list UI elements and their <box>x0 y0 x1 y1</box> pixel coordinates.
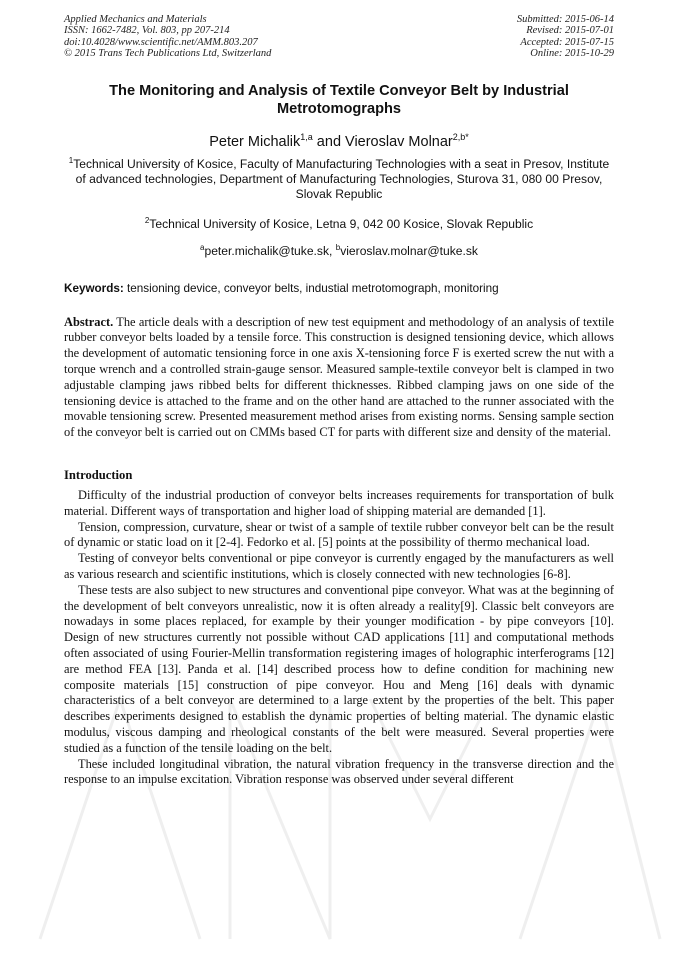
keywords <box>64 281 614 296</box>
author-superscript: 2,b* <box>452 131 469 142</box>
journal-header <box>64 14 614 60</box>
abstract-text: The article deals with a description of new test equipment and methodology of an analysis of textile rubber conveyor belts loaded by a tensile force. This construction is designed tensioning device, which allows the development of automatic tensioning force in one axis X-tensioning force F is exerted screw the nut with a torque wrench and a controlled strain-gauge sensor. Measured sample-textile conveyor belt is clamped in two adjustable clamping jaws ribbed belts for different thicknesses. Ribbed clamping jaws on one side of the tensioning device is attached to the frame and on the other hand are attached to the runner associated with the movable tensioning screw. Presented measurement method arises from existing norms. Sensing sample section of the conveyor belt is carried out on CMMs based CT for parts with different size and density of the material. <box>64 314 614 440</box>
abstract <box>64 315 614 441</box>
date-submitted: Submitted: 2015-06-14 <box>516 14 614 25</box>
email-superscript: b <box>335 243 341 253</box>
date-revised: Revised: 2015-07-01 <box>526 25 614 37</box>
journal-name: Applied Mechanics and Materials <box>64 14 207 25</box>
journal-issn: ISSN: 1662-7482, Vol. 803, pp 207-214 <box>64 25 230 37</box>
body-paragraph: Testing of conveyor belts conventional or pipe conveyor is currently engaged by the manufacturers as well as various research and scientific institutions, which is closely connected with new technologies [6-8]. <box>64 551 614 581</box>
affiliation-superscript: 2 <box>144 216 150 226</box>
date-online: Online: 2015-10-29 <box>530 48 614 60</box>
submission-dates <box>517 14 614 60</box>
author-conjunction: and <box>312 133 346 150</box>
author-name: Vieroslav Molnar <box>345 133 453 150</box>
keywords-text: tensioning device, conveyor belts, industial metrotomograph, monitoring <box>123 281 499 295</box>
abstract-label: Abstract. <box>64 314 114 329</box>
journal-copyright: © 2015 Trans Tech Publications Ltd, Switzerland <box>64 48 272 60</box>
author-superscript: 1,a <box>300 131 313 142</box>
introduction-body <box>64 488 614 788</box>
email-separator: , <box>329 244 336 259</box>
author-list <box>64 128 614 151</box>
body-paragraph: These included longitudinal vibration, the natural vibration frequency in the transverse direction and the response to an impulse excitation. Vibration response was observed under several different <box>64 756 614 787</box>
email-link[interactable]: vieroslav.molnar@tuke.sk <box>340 244 478 259</box>
author-emails <box>64 240 614 259</box>
affiliation-1 <box>64 153 614 203</box>
author-name: Peter Michalik <box>209 133 301 150</box>
body-paragraph: Difficulty of the industrial production of conveyor belts increases requirements for transportation of bulk material. Different ways of transportation and higher load of shipping material are demanded [1]. <box>64 488 614 518</box>
affiliation-superscript: 1 <box>68 155 74 165</box>
affiliation-text: Technical University of Kosice, Faculty of Manufacturing Technologies with a seat in Presov, Institute of advanced technologies, Department of Manufacturing Technologies, Sturova 31, 080 00 Presov, Slovak Republic <box>73 156 610 202</box>
affiliation-text: Technical University of Kosice, Letna 9, 042 00 Kosice, Slovak Republic <box>149 217 534 232</box>
body-paragraph: These tests are also subject to new structures and conventional pipe conveyor. What was at the beginning of the development of belt conveyors unrealistic, now it is often already a reality[9]. Classic belt conveyors are nowadays in some places replaced, for example by their younger modification - by pipe conveyors [10]. Design of new structures currently not possible without CAD applications [11] and computational methods often associated of using Fourier-Mellin transformation registering images of holographic interferograms [12] are method FEA [13]. Panda et al. [14] described process how to define condition for machining new composite materials [15] construction of pipe conveyor. Hou and Meng [16] deals with dynamic characteristics of a belt conveyor are determined to a large extent by the properties of the belt. This paper describes experiments designed to establish the dynamic properties of belting material. The dynamic elastic modulus, viscous damping and rheological constants of the belt were measured. Several properties were studied as a function of the tensile loading on the belt. <box>64 582 614 755</box>
body-paragraph: Tension, compression, curvature, shear or twist of a sample of textile rubber conveyor belt can be the result of dynamic or static load on it [2-4]. Fedorko et al. [5] points at the possibility of thermo mechanical load. <box>64 519 614 550</box>
paper-title: The Monitoring and Analysis of Textile Conveyor Belt by Industrial Metrotomographs <box>109 82 569 117</box>
keywords-label: Keywords: <box>64 281 124 295</box>
email-link[interactable]: peter.michalik@tuke.sk <box>204 244 330 259</box>
journal-doi: doi:10.4028/www.scientific.net/AMM.803.207 <box>64 36 258 48</box>
date-accepted: Accepted: 2015-07-15 <box>520 36 614 48</box>
email-superscript: a <box>200 243 205 253</box>
affiliation-2 <box>64 213 614 232</box>
journal-info <box>64 14 271 60</box>
section-heading-introduction: Introduction <box>64 468 133 483</box>
